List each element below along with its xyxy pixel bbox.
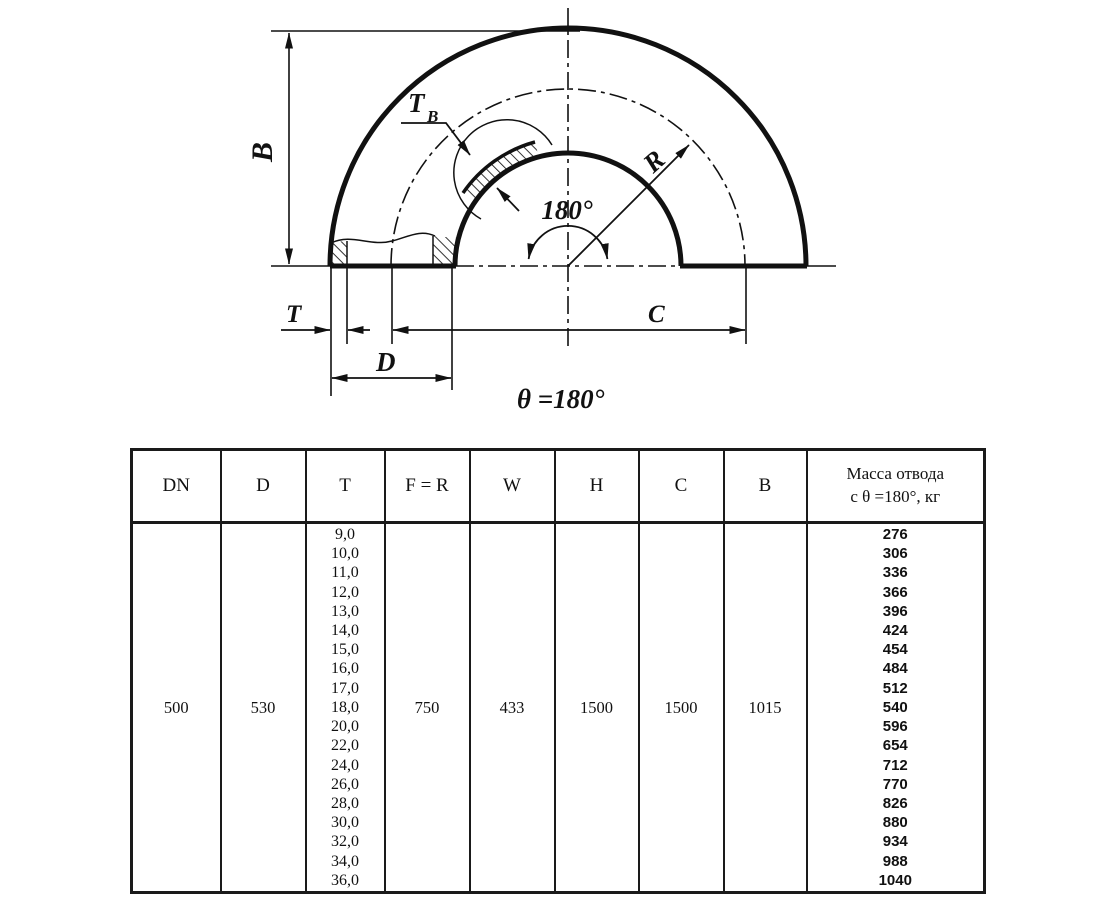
- label-tb: T: [408, 88, 425, 118]
- t-value: 32,0: [331, 833, 359, 851]
- header-mass: [807, 450, 985, 523]
- t-value: 11,0: [331, 564, 359, 582]
- t-value: 15,0: [331, 641, 359, 659]
- data-row: [132, 523, 985, 893]
- cell-t-values: [306, 523, 385, 893]
- t-value: 17,0: [331, 679, 359, 697]
- mass-value: 512: [882, 679, 908, 697]
- mass-value: 988: [882, 852, 908, 870]
- label-c: C: [648, 301, 665, 328]
- label-tb-subscript: B: [427, 107, 439, 126]
- label-d: D: [376, 347, 396, 377]
- t-value: 36,0: [331, 871, 359, 889]
- t-value: 20,0: [331, 718, 359, 736]
- mass-value: 934: [882, 833, 908, 851]
- label-r: R: [637, 144, 671, 179]
- mass-value: 596: [882, 718, 908, 736]
- header-c: C: [639, 450, 724, 523]
- header-b: B: [724, 450, 807, 523]
- label-angle: 180°: [541, 195, 593, 225]
- t-value: 28,0: [331, 794, 359, 812]
- header-mass-line1: Масса отвода: [846, 464, 945, 484]
- elbow-technical-drawing: [0, 0, 1100, 445]
- cell-w: 433: [470, 523, 555, 893]
- header-dn: DN: [132, 450, 221, 523]
- mass-value: 306: [882, 545, 908, 563]
- mass-value: 484: [882, 660, 908, 678]
- header-mass-line2: с θ =180°, кг: [850, 487, 941, 506]
- t-value: 16,0: [331, 660, 359, 678]
- t-value: 26,0: [331, 775, 359, 793]
- t-value: 12,0: [331, 583, 359, 601]
- mass-value: 712: [882, 756, 908, 774]
- mass-value: 770: [882, 775, 908, 793]
- mass-value: 826: [882, 794, 908, 812]
- mass-value: 540: [882, 698, 908, 716]
- mass-value: 366: [882, 583, 908, 601]
- cell-fr: 750: [385, 523, 470, 893]
- t-value: 30,0: [331, 814, 359, 832]
- t-value: 24,0: [331, 756, 359, 774]
- header-h: H: [555, 450, 639, 523]
- tb-lower-arrow: [497, 188, 519, 211]
- t-value: 13,0: [331, 602, 359, 620]
- header-w: W: [470, 450, 555, 523]
- mass-value: 654: [882, 737, 908, 755]
- label-theta: θ =180°: [517, 384, 605, 414]
- break-hatch-left: [331, 241, 348, 266]
- cell-dn: 500: [132, 523, 221, 893]
- mass-value: 424: [882, 622, 908, 640]
- header-fr: F = R: [385, 450, 470, 523]
- t-value: 18,0: [331, 698, 359, 716]
- break-hatch-right: [433, 236, 458, 266]
- header-d: D: [221, 450, 306, 523]
- mass-value: 396: [882, 602, 908, 620]
- mass-value: 880: [882, 814, 908, 832]
- header-t: T: [306, 450, 385, 523]
- header-row: [132, 450, 985, 523]
- cell-c: 1500: [639, 523, 724, 893]
- cell-b: 1015: [724, 523, 807, 893]
- cell-mass-values: [807, 523, 985, 893]
- mass-value: 1040: [878, 871, 912, 889]
- t-value: 9,0: [335, 526, 355, 544]
- t-value: 34,0: [331, 852, 359, 870]
- pipe-end-section: [331, 233, 458, 266]
- label-t: T: [286, 301, 302, 328]
- t-value: 22,0: [331, 737, 359, 755]
- mass-value: 454: [882, 641, 908, 659]
- cell-d: 530: [221, 523, 306, 893]
- mass-value: 276: [882, 526, 908, 544]
- dimensions-table: [130, 448, 986, 894]
- t-value: 10,0: [331, 545, 359, 563]
- wall-detail: [401, 120, 552, 219]
- label-b: B: [246, 141, 279, 163]
- t-value: 14,0: [331, 622, 359, 640]
- mass-value: 336: [882, 564, 908, 582]
- cell-h: 1500: [555, 523, 639, 893]
